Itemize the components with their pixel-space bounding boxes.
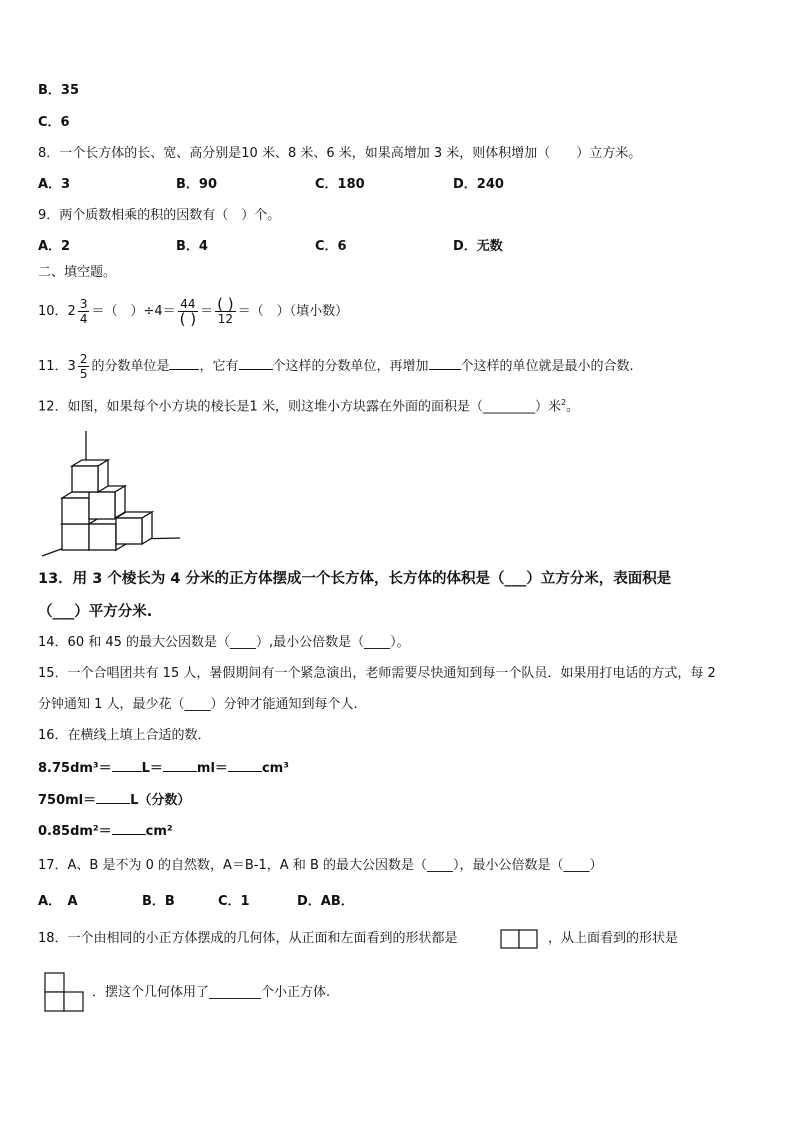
q10-number: 10．2 <box>38 304 76 319</box>
q9-option-d: D．无数 <box>453 239 503 254</box>
q11-fraction: $\frac{2}{5}$ <box>79 352 88 381</box>
q7-option-b: B．35 <box>38 83 79 98</box>
q10-fraction-3: $\frac{( )}{12}$ <box>217 295 234 326</box>
q11-blank-1[interactable] <box>169 356 199 370</box>
q9-stem: 9．两个质数相乘的积的因数有（ ）个。 <box>38 208 281 223</box>
q11-text-3: 个这样的分数单位，再增加 <box>272 359 429 374</box>
q10-part2: ＝（ ）（填小数） <box>237 304 349 319</box>
q10-part1: ＝（ ）÷4＝ <box>91 304 176 319</box>
q10-fraction-mixed: $\frac{3}{4}$ <box>79 297 88 326</box>
q17-option-d: D．AB． <box>297 894 354 909</box>
q18-line-1b: ，从上面看到的形状是 <box>548 931 679 946</box>
q10-fraction-2: $\frac{44}{( )}$ <box>179 297 197 328</box>
q9-option-a: A．2 <box>38 239 71 254</box>
q16-blank-3[interactable] <box>228 758 262 772</box>
q7-option-c: C．6 <box>38 115 70 130</box>
q11-number: 11．3 <box>38 359 76 374</box>
q11-text-1: 的分数单位是 <box>91 359 170 374</box>
q16-row-2: 750ml＝ L（分数） <box>38 790 190 810</box>
q15-line-1: 15．一个合唱团共有 15 人，暑假期间有一个紧急演出，老师需要尽快通知到每一个队员．如果用打电话的方式，每 2 <box>38 666 716 681</box>
q11-text-2: ，它有 <box>199 359 239 374</box>
q18-line-2: ．摆这个几何体用了________个小正方体. <box>92 985 331 1000</box>
cube-stack-figure <box>38 428 188 560</box>
q13-line-2: （___）平方分米. <box>38 604 153 620</box>
q9-option-c: C．6 <box>315 239 347 254</box>
q16-stem: 16．在横线上填上合适的数． <box>38 728 211 743</box>
q8-option-b: B．90 <box>176 177 217 192</box>
q17-option-a: A． A <box>38 894 78 909</box>
front-side-view-figure <box>500 929 540 949</box>
q8-option-a: A．3 <box>38 177 71 192</box>
q16-blank-2[interactable] <box>163 758 197 772</box>
q12-stem: 12．如图，如果每个小方块的棱长是1 米，则这堆小方块露在外面的面积是（________）米$^2$。 <box>38 398 580 415</box>
q11-blank-3[interactable] <box>429 356 461 370</box>
q8-stem: 8．一个长方体的长、宽、高分别是10 米、8 米、6 米，如果高增加 3 米，则体积增加（ ）立方米。 <box>38 146 642 161</box>
q11 <box>38 348 634 386</box>
q17-stem: 17．A、B 是不为 0 的自然数，A＝B-1，A 和 B 的最大公因数是（____），最小公倍数是（____） <box>38 858 603 873</box>
top-view-figure <box>44 972 86 1012</box>
q16-blank-5[interactable] <box>112 821 146 835</box>
q11-blank-2[interactable] <box>239 356 273 370</box>
q16-blank-1[interactable] <box>112 758 142 772</box>
q18-line-1: 18．一个由相同的小正方体摆成的几何体，从正面和左面看到的形状都是 <box>38 931 458 946</box>
q10-eq: ＝ <box>200 304 214 319</box>
q14-stem: 14．60 和 45 的最大公因数是（____）,最小公倍数是（____）。 <box>38 635 410 650</box>
q16-row-1: 8.75dm³＝ L＝ ml＝ cm³ <box>38 758 289 778</box>
q10 <box>38 292 348 332</box>
q13-line-1: 13．用 3 个棱长为 4 分米的正方体摆成一个长方体，长方体的体积是（___）立方分米，表面积是 <box>38 571 672 587</box>
q8-option-c: C．180 <box>315 177 365 192</box>
q17-option-c: C．1 <box>218 894 250 909</box>
q16-blank-4[interactable] <box>96 790 130 804</box>
q16-row-3: 0.85dm²＝ cm² <box>38 821 173 841</box>
q8-option-d: D．240 <box>453 177 504 192</box>
q9-option-b: B．4 <box>176 239 208 254</box>
q11-text-4: 个这样的单位就是最小的合数. <box>460 359 634 374</box>
q17-option-b: B．B <box>142 894 175 909</box>
section-title: 二、填空题。 <box>38 265 117 280</box>
q15-line-2: 分钟通知 1 人，最少花（____）分钟才能通知到每个人. <box>38 697 358 712</box>
